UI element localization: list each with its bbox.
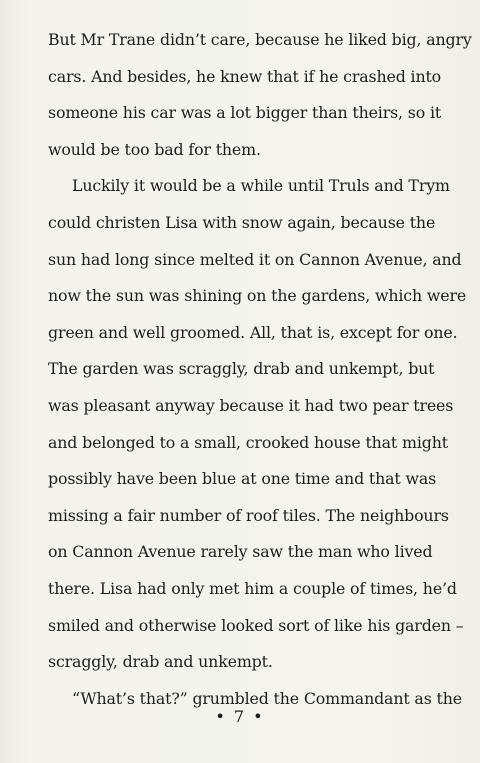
page-number: • 7 • bbox=[215, 707, 265, 726]
text-line: would be too bad for them. bbox=[48, 139, 261, 159]
text-line: on Cannon Avenue rarely saw the man who lived bbox=[48, 542, 433, 562]
text-line: could christen Lisa with snow again, because the bbox=[48, 212, 436, 232]
text-line: and belonged to a small, crooked house that might bbox=[48, 432, 448, 452]
text-line: Luckily it would be a while until Truls and Trym bbox=[72, 176, 450, 196]
text-line: there. Lisa had only met him a couple of times, he’d bbox=[48, 578, 457, 598]
text-line: missing a fair number of roof tiles. The neighbours bbox=[48, 505, 449, 525]
text-line: scraggly, drab and unkempt. bbox=[48, 652, 273, 672]
text-line: The garden was scraggly, drab and unkempt, but bbox=[48, 359, 435, 379]
text-line: was pleasant anyway because it had two pear trees bbox=[48, 395, 454, 415]
text-line: possibly have been blue at one time and that was bbox=[48, 469, 437, 489]
text-line: smiled and otherwise looked sort of like his garden – bbox=[48, 615, 464, 635]
text-line: someone his car was a lot bigger than theirs, so it bbox=[48, 103, 442, 123]
text-line: now the sun was shining on the gardens, which were bbox=[48, 286, 467, 306]
text-line: green and well groomed. All, that is, except for one. bbox=[48, 322, 458, 342]
text-line: sun had long since melted it on Cannon Avenue, and bbox=[48, 249, 462, 269]
body-text bbox=[48, 22, 472, 717]
text-line: “What’s that?” grumbled the Commandant as the bbox=[72, 688, 462, 708]
text-line: cars. And besides, he knew that if he crashed into bbox=[48, 66, 442, 86]
text-line: But Mr Trane didn’t care, because he liked big, angry bbox=[48, 30, 472, 49]
